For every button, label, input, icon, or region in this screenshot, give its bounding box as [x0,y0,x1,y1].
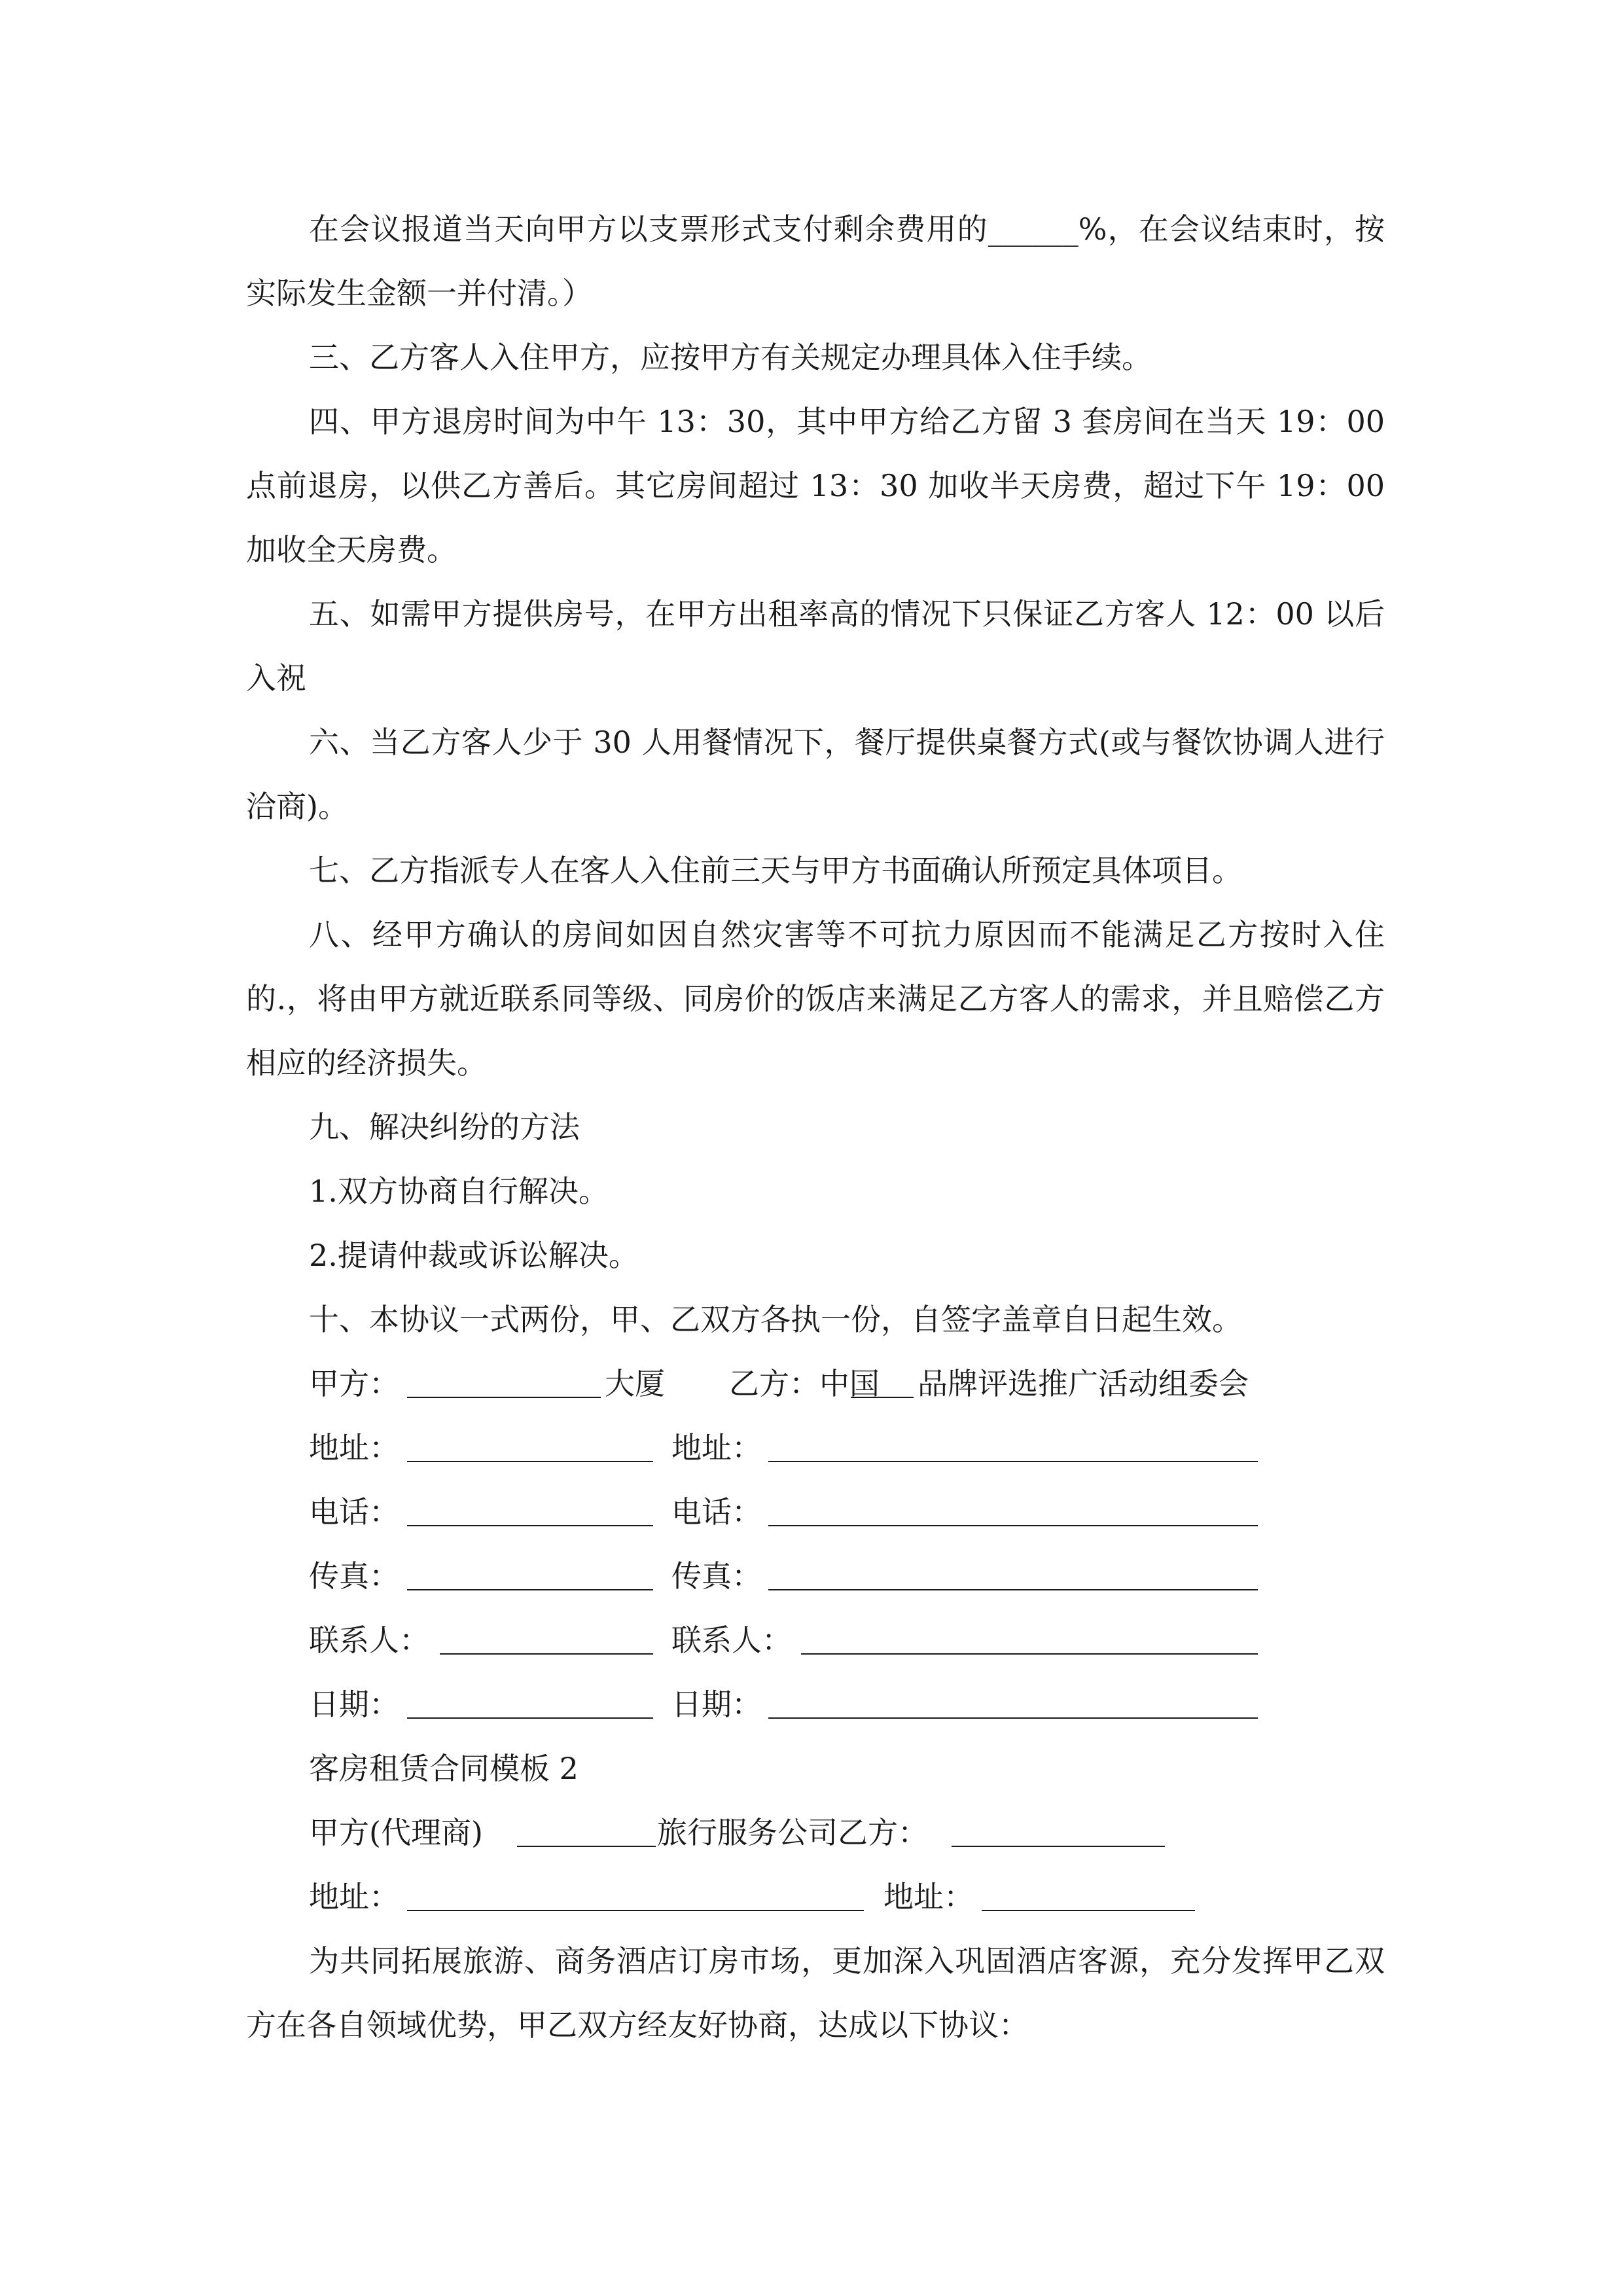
party-b-phone-label: 电话： [671,1494,762,1530]
party-a-date-label: 日期： [309,1687,399,1722]
party-a-fax-blank [407,1560,653,1590]
party-b-label: 乙方：中国 [729,1366,880,1401]
template2-party-a-blank [517,1817,656,1847]
template2-party-a-address-label: 地址： [309,1879,399,1914]
clause-9: 九、解决纠纷的方法 [309,1109,580,1145]
payment-percent-blank: ______ [988,211,1079,247]
paragraph-payment-terms [246,197,1385,325]
clause-9-item-2: 2.提请仲裁或诉讼解决。 [309,1238,639,1273]
party-b-address-blank [768,1432,1258,1462]
template2-party-b-blank [952,1817,1165,1847]
template2-parties-row [246,1801,1385,1865]
party-a-phone-label: 电话： [309,1494,399,1530]
phone-row [246,1480,1385,1544]
template2-party-b-address-label: 地址： [883,1879,974,1914]
party-b-address-label: 地址： [671,1430,762,1465]
party-a-suffix: 大厦 [605,1366,665,1401]
contact-row [246,1608,1385,1672]
clause-8: 八、经甲方确认的房间如因自然灾害等不可抗力原因而不能满足乙方按时入住的.，将由甲方就近联系同等级、同房价的饭店来满足乙方客人的需求，并且赔偿乙方相应的经济损失。 [246,917,1385,1081]
clause-3: 三、乙方客人入住甲方，应按甲方有关规定办理具体入住手续。 [309,340,1152,375]
party-a-fax-label: 传真： [309,1558,399,1594]
template2-party-a-label: 甲方(代理商) [309,1815,483,1850]
template2-heading: 客房租赁合同模板 2 [309,1751,579,1786]
party-b-phone-blank [768,1496,1258,1526]
party-a-address-label: 地址： [309,1430,399,1465]
party-b-fax-blank [768,1560,1258,1590]
clause-6: 六、当乙方客人少于 30 人用餐情况下，餐厅提供桌餐方式(或与餐饮协调人进行洽商)。 [246,725,1385,824]
payment-text-start: 在会议报道当天向甲方以支票形式支付剩余费用的 [309,211,988,247]
party-a-date-blank [407,1689,653,1719]
clause-4: 四、甲方退房时间为中午 13：30，其中甲方给乙方留 3 套房间在当天 19：00 点前退房，以供乙方善后。其它房间超过 13：30 加收半天房费，超过下午 19：00 加收全天房费。 [246,404,1385,567]
fax-row [246,1544,1385,1608]
party-a-phone-blank [407,1496,653,1526]
template2-party-b-address-blank [982,1881,1195,1911]
party-a-contact-label: 联系人： [309,1623,429,1658]
party-b-contact-blank [801,1624,1258,1655]
template2-intro: 为共同拓展旅游、商务酒店订房市场，更加深入巩固酒店客源，充分发挥甲乙双方在各自领域优势，甲乙双方经友好协商，达成以下协议： [246,1943,1385,2043]
parties-row [246,1352,1385,1416]
party-b-fax-label: 传真： [671,1558,762,1594]
clause-7: 七、乙方指派专人在客人入住前三天与甲方书面确认所预定具体项目。 [309,853,1242,888]
party-a-address-blank [407,1432,653,1462]
party-a-label: 甲方： [309,1366,399,1401]
payment-text-end: %，在会议结束时，按实际发生金额一并付清。） [246,211,1385,311]
template2-party-a-address-blank [407,1881,864,1911]
party-b-date-label: 日期： [671,1687,762,1722]
party-a-blank [407,1368,601,1398]
date-row [246,1672,1385,1736]
party-b-suffix: 品牌评选推广活动组委会 [918,1366,1249,1401]
template2-party-a-suffix: 旅行服务公司乙方： [657,1815,928,1850]
party-b-date-blank [768,1689,1258,1719]
template2-address-row [246,1865,1385,1929]
party-b-contact-label: 联系人： [671,1623,792,1658]
party-a-contact-blank [440,1624,653,1655]
clause-10: 十、本协议一式两份，甲、乙双方各执一份，自签字盖章自日起生效。 [309,1302,1242,1337]
party-b-blank [851,1368,914,1398]
template2-heading-row [246,1736,1385,1801]
clause-5: 五、如需甲方提供房号，在甲方出租率高的情况下只保证乙方客人 12：00 以后入祝 [246,596,1385,696]
document-body [246,197,1385,2057]
clause-9-item-1: 1.双方协商自行解决。 [309,1174,609,1209]
address-row [246,1416,1385,1480]
